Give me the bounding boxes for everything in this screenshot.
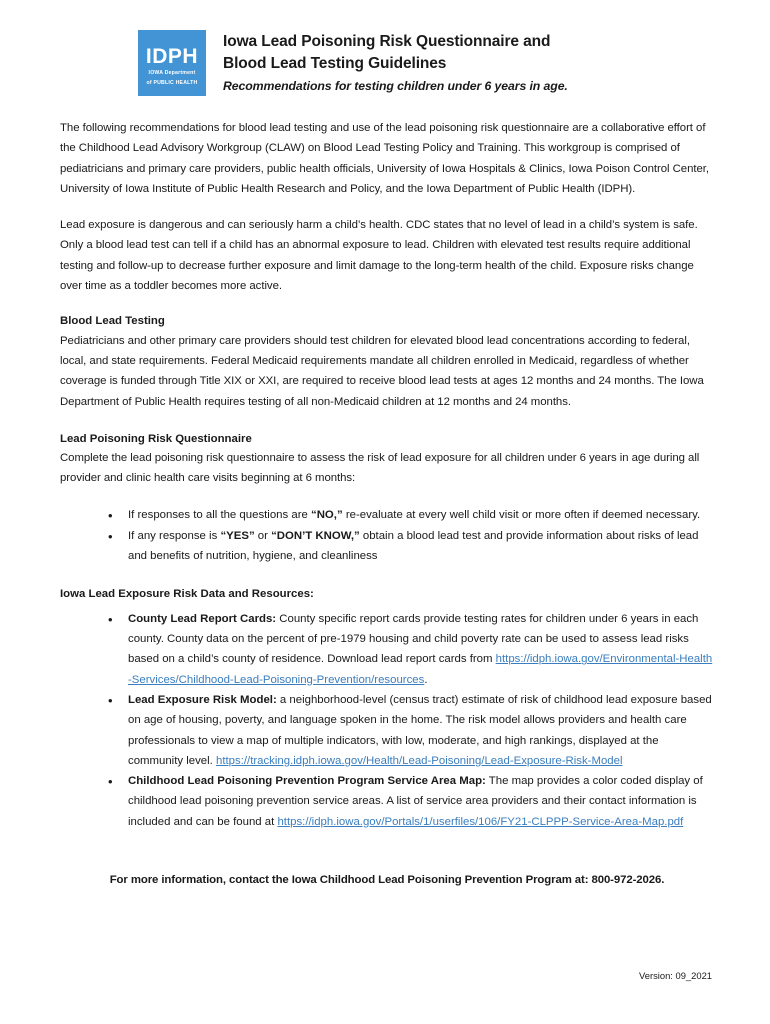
bullet-text-mid: re-evaluate at every well child visit or more often if deemed necessary.: [342, 508, 701, 521]
intro-paragraph-1: The following recommendations for blood lead testing and use of the lead poisoning risk questionnaire are a collaborative effort of the Childhood Lead Advisory Workgroup (CLAW) on Blood Lead Testing Policy and Training. This workgroup is comprised of pediatricians and primary care providers, public health officials, University of Iowa Hospitals & Clinics, Iowa Poison Control Center, University of Iowa Institute of Public Health Research and Policy, and the Iowa Department of Public Health (IDPH).: [60, 122, 709, 195]
resource-tail: .: [424, 673, 428, 686]
bullet-emphasis-1: “NO,”: [311, 508, 343, 521]
resource-label: Lead Exposure Risk Model:: [128, 693, 277, 706]
list-item: [108, 505, 714, 525]
resource-link[interactable]: https://tracking.idph.iowa.gov/Health/Lead-Poisoning/Lead-Exposure-Risk-Model: [216, 754, 623, 767]
bullet-text-pre: If any response is: [128, 529, 221, 542]
document-header: [0, 0, 770, 96]
section-blood-lead-testing: [60, 312, 714, 411]
idph-logo: [138, 30, 206, 96]
resource-label: County Lead Report Cards:: [128, 612, 277, 625]
intro-paragraph-2: Lead exposure is dangerous and can seriously harm a child’s health. CDC states that no level of lead in a child’s system is safe. Only a blood lead test can tell if a child has an abnormal exposure to lead. Children with elevated test results require additional testing and follow-up to decrease further exposure and limit damage to the long-term health of the child. Exposure risks change over time as a toddler becomes more active.: [60, 219, 698, 293]
resource-label: Childhood Lead Poisoning Prevention Program Service Area Map:: [128, 775, 486, 788]
section-risk-questionnaire: [60, 430, 714, 489]
resources-bullet-list: [60, 609, 714, 832]
logo-subtitle-line2: of PUBLIC HEALTH: [146, 79, 198, 86]
document-subtitle: Recommendations for testing children under 6 years in age.: [223, 79, 568, 93]
document-title-line2: Blood Lead Testing Guidelines: [223, 55, 447, 72]
header-text-block: [206, 30, 568, 93]
list-item: [108, 771, 714, 832]
resource-text: a neighborhood-level (census tract) estimate of risk of childhood lead exposure based on age of housing, poverty, and language spoken in the home. The risk model allows providers and health care professionals to view a map of multiple indicators, with low, moderate, and high rankings, displayed at the community level.: [128, 693, 712, 767]
document-title-line1: Iowa Lead Poisoning Risk Questionnaire and: [223, 33, 551, 50]
version-label: Version: 09_2021: [639, 970, 712, 981]
list-item: [108, 690, 714, 771]
logo-subtitle-line1: IOWA Department: [148, 70, 196, 76]
section-body-blood-lead-testing: Pediatricians and other primary care providers should test children for elevated blood lead concentrations according to federal, local, and state requirements. Federal Medicaid requirements mandate all children enrolled in Medicaid, regardless of whether coverage is funded through Title XIX or XXI, are required to receive blood lead tests at ages 12 months and 24 months. The Iowa Department of Public Health requires testing of all non-Medicaid children at 12 months and 24 months.: [60, 334, 704, 408]
section-heading-blood-lead-testing: Blood Lead Testing: [60, 315, 165, 328]
contact-note: For more information, contact the Iowa Childhood Lead Poisoning Prevention Program at: 800-972-2026.: [109, 874, 665, 887]
section-heading-risk-questionnaire: Lead Poisoning Risk Questionnaire: [60, 432, 252, 445]
section-body-risk-questionnaire: Complete the lead poisoning risk questionnaire to assess the risk of lead exposure for all children under 6 years in age during all provider and clinic health care visits beginning at 6 months:: [60, 452, 700, 485]
resources-heading: Iowa Lead Exposure Risk Data and Resources:: [60, 587, 314, 600]
bullet-emphasis-2: “DON’T KNOW,”: [271, 529, 360, 542]
bullet-text-pre: If responses to all the questions are: [128, 508, 311, 521]
resource-link[interactable]: https://idph.iowa.gov/Portals/1/userfiles/106/FY21-CLPPP-Service-Area-Map.pdf: [277, 815, 684, 828]
list-item: [108, 526, 714, 567]
document-body: [0, 118, 770, 886]
bullet-text-mid: or: [254, 529, 272, 542]
resource-text: The map provides a color coded display of childhood lead poisoning prevention service areas. A list of service area providers and their contact information is included and can be found at: [128, 775, 703, 828]
logo-acronym: IDPH: [145, 45, 199, 68]
resource-link[interactable]: https://idph.iowa.gov/Environmental-Health-Services/Childhood-Lead-Poisoning-Prevention/resources: [128, 653, 713, 686]
list-item: [108, 609, 714, 690]
bullet-text-post: obtain a blood lead test and provide information about risks of lead and benefits of nutrition, hygiene, and cleanliness: [128, 529, 699, 563]
bullet-emphasis-1: “YES”: [220, 529, 255, 542]
questionnaire-bullet-list: [60, 505, 714, 567]
resource-text: County specific report cards provide testing rates for children under 6 years in each county. County data on the percent of pre-1979 housing and child poverty rate can be used to assess lead risks based on a child’s county of residence. Download lead report cards from: [128, 612, 699, 666]
